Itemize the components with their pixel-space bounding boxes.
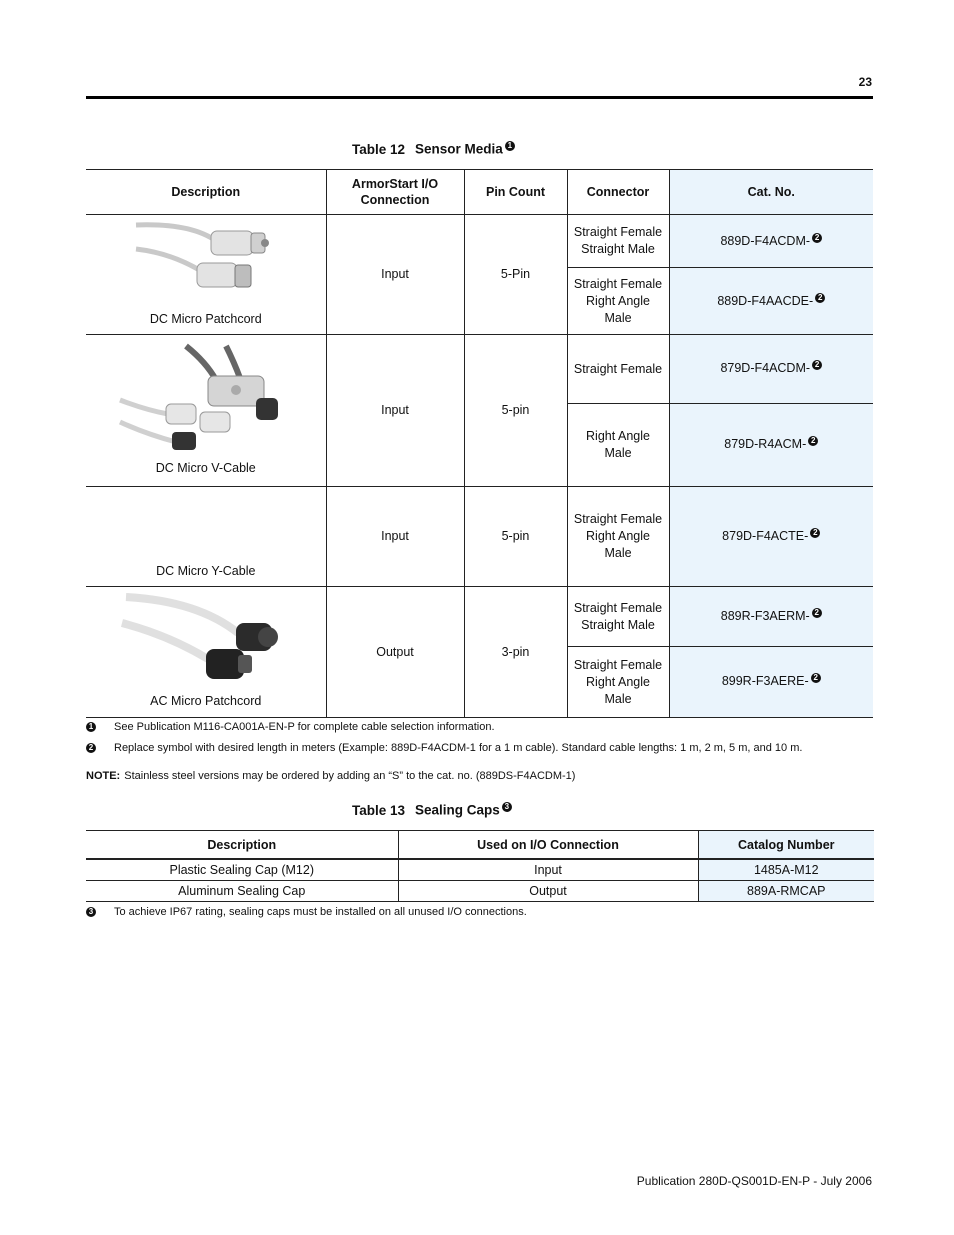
col-header-connector: Connector xyxy=(567,170,669,215)
pin-count-cell: 3-pin xyxy=(464,587,567,718)
table-row xyxy=(86,487,873,587)
cat-no-cell: 899R-F3AERE- 2 xyxy=(669,647,873,718)
description-label: AC Micro Patchcord xyxy=(150,693,262,708)
footnote-text: To achieve IP67 rating, sealing caps must be installed on all unused I/O connections. xyxy=(114,906,527,918)
table13-title: Sealing Caps xyxy=(415,802,500,818)
table-row xyxy=(86,587,873,647)
table-header-row xyxy=(86,831,874,860)
table-row xyxy=(86,335,873,404)
description-label: DC Micro Y-Cable xyxy=(156,564,256,578)
description-cell: Plastic Sealing Cap (M12) xyxy=(86,859,398,881)
footnote-text: See Publication M116-CA001A-EN-P for complete cable selection information. xyxy=(114,721,495,733)
cat-no-cell: 879D-R4ACM- 2 xyxy=(669,404,873,487)
description-cell: Aluminum Sealing Cap xyxy=(86,881,398,902)
publication-footer: Publication 280D-QS001D-EN-P - July 2006 xyxy=(636,1174,872,1188)
sealing-caps-table xyxy=(86,830,874,902)
connector-cell: Straight Female Right Angle Male xyxy=(567,268,669,335)
footnote-ref-icon: 1 xyxy=(505,141,515,151)
footnote-ref-icon: 2 xyxy=(815,293,825,303)
connector-cell: Straight Female Right Angle Male xyxy=(567,487,669,587)
col-header-catalog-number: Catalog Number xyxy=(698,831,874,860)
table12-label: Table 12 xyxy=(352,141,406,157)
description-label: DC Micro Patchcord xyxy=(149,312,262,326)
cat-no-cell: 879D-F4ACTE- 2 xyxy=(669,487,873,587)
description-cell xyxy=(86,487,326,587)
io-connection-cell: Input xyxy=(326,335,464,487)
cat-no-cell: 889D-F4ACDM- 2 xyxy=(669,215,873,268)
footnote-text: Replace symbol with desired length in meters (Example: 889D-F4ACDM-1 for a 1 m cable). Standard cable lengths: 1 m, 2 m, 5 m, and 10 m. xyxy=(114,742,803,754)
col-header-pin-count: Pin Count xyxy=(464,170,567,215)
col-header-cat-no: Cat. No. xyxy=(669,170,873,215)
cat-no-cell: 889D-F4AACDE- 2 xyxy=(669,268,873,335)
description-label: DC Micro V-Cable xyxy=(155,461,256,475)
cat-no-cell: 879D-F4ACDM- 2 xyxy=(669,335,873,404)
table13-label: Table 13 xyxy=(352,802,406,818)
footnote-marker-icon: 3 xyxy=(86,907,96,917)
pin-count-cell: 5-pin xyxy=(464,487,567,587)
footnote-ref-icon: 2 xyxy=(808,436,818,446)
footnote-ref-icon: 2 xyxy=(811,673,821,683)
pin-count-cell: 5-Pin xyxy=(464,215,567,335)
description-cell xyxy=(86,335,326,487)
catalog-number-cell: 1485A-M12 xyxy=(698,859,874,881)
used-on-cell: Input xyxy=(398,859,698,881)
note-label: NOTE: xyxy=(86,770,121,782)
v-cable-image-icon xyxy=(116,342,296,460)
connector-cell: Straight Female Straight Male xyxy=(567,587,669,647)
connector-cell: Right Angle Male xyxy=(567,404,669,487)
col-header-used-on: Used on I/O Connection xyxy=(398,831,698,860)
footnote-ref-icon: 2 xyxy=(810,528,820,538)
connector-cell: Straight Female Straight Male xyxy=(567,215,669,268)
footnote-ref-icon: 2 xyxy=(812,608,822,618)
header-rule xyxy=(86,96,873,99)
table-header-row xyxy=(86,170,873,215)
table12-caption xyxy=(352,141,515,157)
col-header-armorstart: ArmorStart I/O Connection xyxy=(326,170,464,215)
footnote-marker-icon: 2 xyxy=(86,743,96,753)
note-text: Stainless steel versions may be ordered by adding an “S” to the cat. no. (889DS-F4ACDM-1) xyxy=(124,770,576,782)
used-on-cell: Output xyxy=(398,881,698,902)
connector-cell: Straight Female Right Angle Male xyxy=(567,647,669,718)
description-cell xyxy=(86,215,326,335)
patchcord-image-icon xyxy=(131,219,281,311)
table-row xyxy=(86,859,874,881)
cat-no-cell: 889R-F3AERM- 2 xyxy=(669,587,873,647)
table13-caption xyxy=(352,802,512,818)
table-row xyxy=(86,881,874,902)
catalog-number-cell: 889A-RMCAP xyxy=(698,881,874,902)
table-row xyxy=(86,215,873,268)
description-cell xyxy=(86,587,326,718)
io-connection-cell: Input xyxy=(326,487,464,587)
connector-cell: Straight Female xyxy=(567,335,669,404)
pin-count-cell: 5-pin xyxy=(464,335,567,487)
ac-patchcord-image-icon xyxy=(118,593,294,693)
col-header-description: Description xyxy=(86,831,398,860)
footnote-ref-icon: 2 xyxy=(812,233,822,243)
footnote-marker-icon: 1 xyxy=(86,722,96,732)
stainless-note xyxy=(86,770,575,782)
page-number: 23 xyxy=(858,75,872,89)
table12-title: Sensor Media xyxy=(415,141,503,157)
io-connection-cell: Output xyxy=(326,587,464,718)
io-connection-cell: Input xyxy=(326,215,464,335)
footnote-ref-icon: 2 xyxy=(812,360,822,370)
footnote-ref-icon: 3 xyxy=(502,802,512,812)
sensor-media-table xyxy=(86,169,873,718)
col-header-description: Description xyxy=(86,170,326,215)
